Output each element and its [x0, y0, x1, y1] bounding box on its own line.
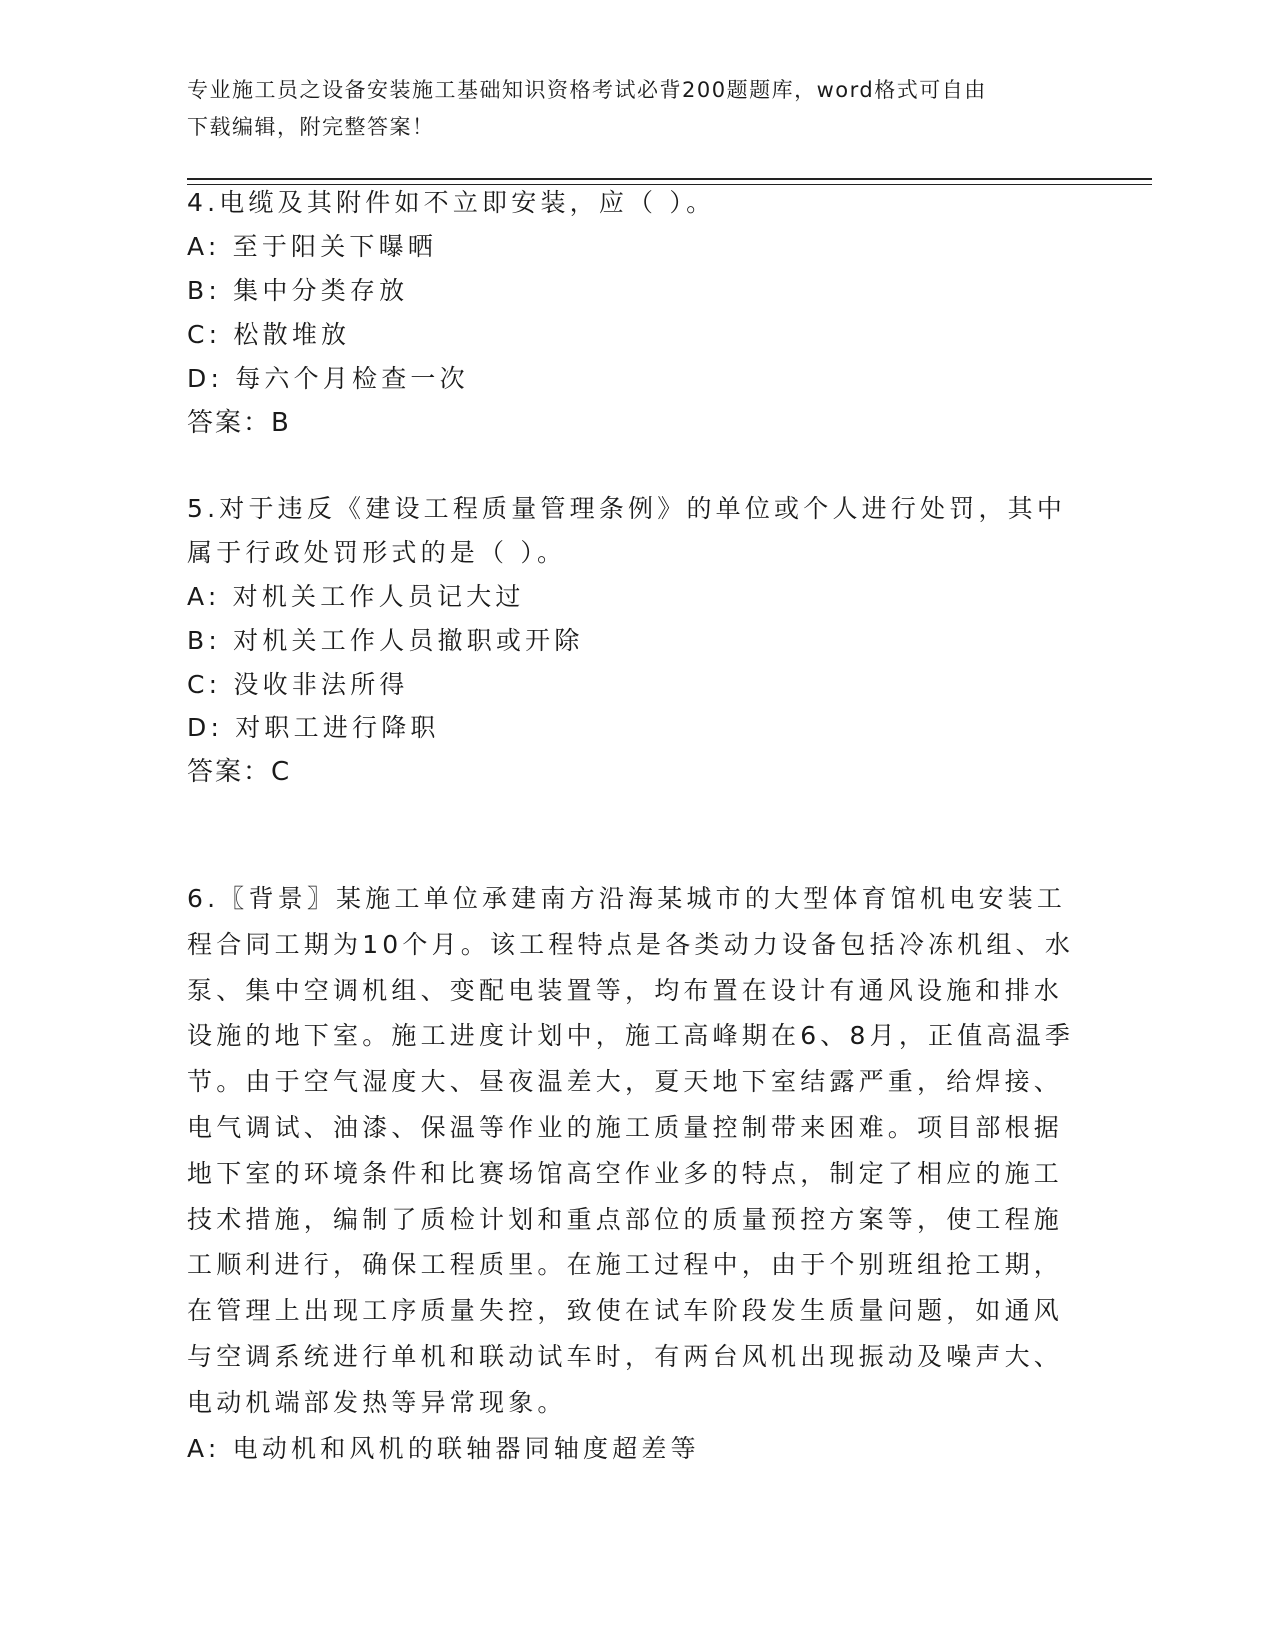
question-5-answer: 答案：C — [187, 757, 292, 787]
header-line-2: 下载编辑，附完整答案！ — [187, 115, 435, 139]
question-5-option-c: C: 没收非法所得 — [187, 670, 409, 699]
question-6-stem-line: 设施的地下室。施工进度计划中，施工高峰期在6、8月，正值高温季 — [187, 1021, 1075, 1051]
question-6-stem-line: 电动机端部发热等异常现象。 — [187, 1387, 567, 1417]
question-6-stem-line: 技术措施，编制了质检计划和重点部位的质量预控方案等，使工程施 — [187, 1204, 1064, 1234]
question-4-stem: 4.电缆及其附件如不立即安装，应（ ）。 — [187, 188, 716, 217]
question-4-option-c: C: 松散堆放 — [187, 320, 351, 349]
question-4-option-d: D: 每六个月检查一次 — [187, 364, 469, 393]
question-6-stem-line: 电气调试、油漆、保温等作业的施工质量控制带来困难。项目部根据 — [187, 1112, 1064, 1142]
question-4-option-a: A: 至于阳关下曝晒 — [187, 232, 438, 261]
question-6-stem-line: 泵、集中空调机组、变配电装置等，均布置在设计有通风设施和排水 — [187, 975, 1064, 1005]
document-header — [187, 72, 1087, 146]
header-line-1: 专业施工员之设备安装施工基础知识资格考试必背200题题库，word格式可自由 — [187, 78, 987, 102]
question-6-stem-line: 与空调系统进行单机和联动试车时，有两台风机出现振动及噪声大、 — [187, 1341, 1064, 1371]
question-6-stem-line: 程合同工期为10个月。该工程特点是各类动力设备包括冷冻机组、水 — [187, 929, 1075, 959]
question-5-stem-line-2: 属于行政处罚形式的是（ ）。 — [187, 538, 567, 567]
question-4-option-b: B: 集中分类存放 — [187, 276, 409, 305]
question-5-option-b: B: 对机关工作人员撤职或开除 — [187, 626, 584, 655]
question-4-answer: 答案：B — [187, 408, 291, 438]
question-6-stem-line: 地下室的环境条件和比赛场馆高空作业多的特点，制定了相应的施工 — [187, 1158, 1064, 1188]
question-5-option-d: D: 对职工进行降职 — [187, 713, 440, 742]
question-6-option-a: A: 电动机和风机的联轴器同轴度超差等 — [187, 1433, 700, 1463]
question-6-stem-line: 6.〖背景〗某施工单位承建南方沿海某城市的大型体育馆机电安装工 — [187, 884, 1067, 913]
question-6-stem-line: 节。由于空气湿度大、昼夜温差大，夏天地下室结露严重，给焊接、 — [187, 1067, 1064, 1097]
question-6-stem-line: 工顺利进行，确保工程质里。在施工过程中，由于个别班组抢工期， — [187, 1250, 1064, 1280]
question-5-stem-line-1: 5.对于违反《建设工程质量管理条例》的单位或个人进行处罚，其中 — [187, 494, 1067, 523]
question-5-option-a: A: 对机关工作人员记大过 — [187, 582, 525, 611]
question-6-stem — [187, 876, 1075, 1471]
header-divider-top — [187, 178, 1152, 180]
question-6-stem-line: 在管理上出现工序质量失控，致使在试车阶段发生质量问题，如通风 — [187, 1296, 1064, 1326]
header-divider-bottom — [187, 184, 1152, 185]
